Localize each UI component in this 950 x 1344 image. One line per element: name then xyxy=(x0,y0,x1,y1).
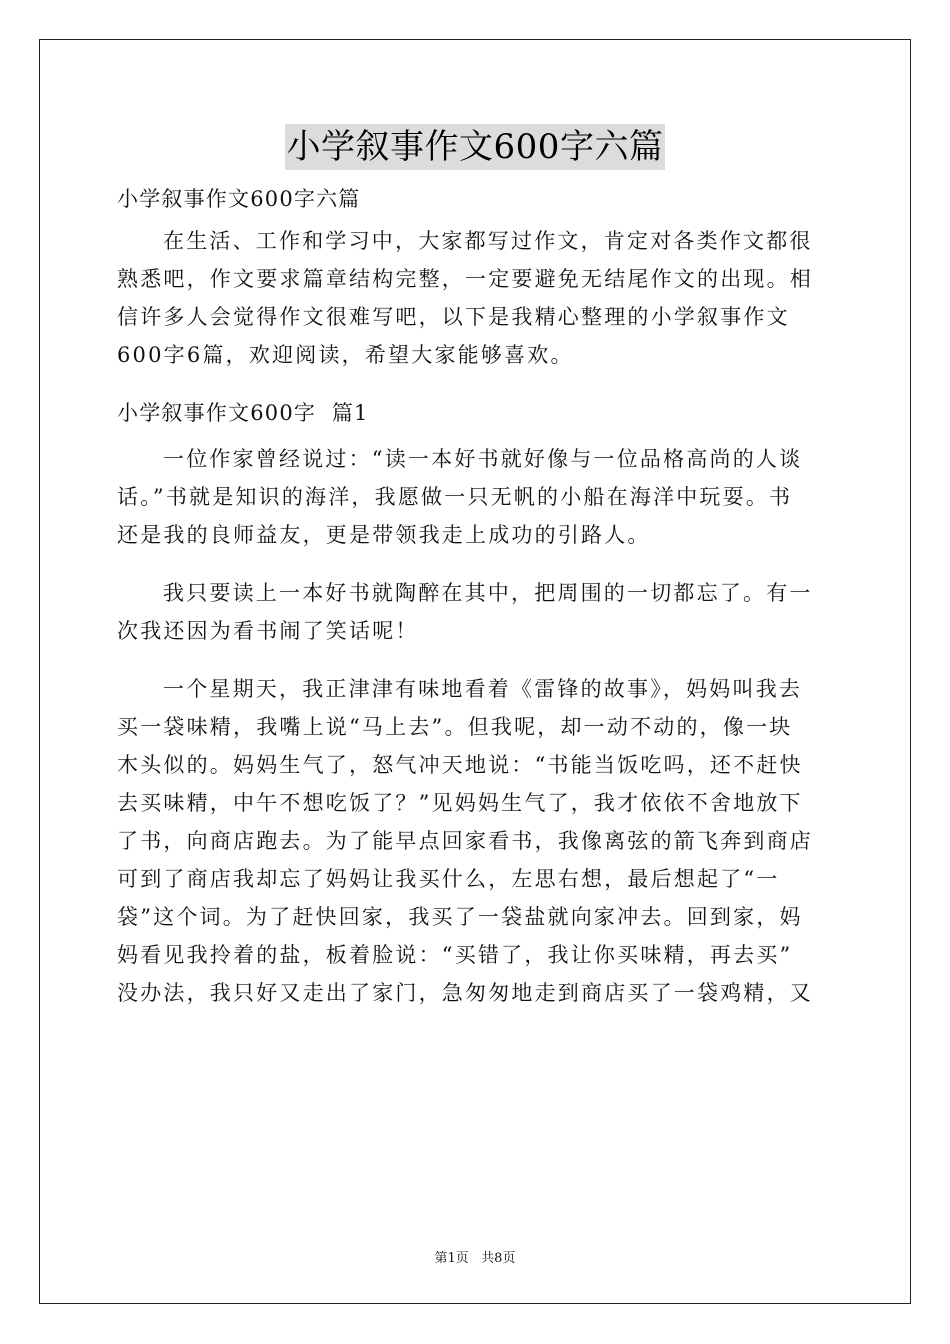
intro-line: 熟悉吧，作文要求篇章结构完整，一定要避免无结尾作文的出现。相 xyxy=(117,267,813,291)
paragraph-line: 买一袋味精，我嘴上说“马上去”。但我呢，却一动不动的，像一块 xyxy=(117,715,793,739)
paragraph-line: 一位作家曾经说过：“读一本好书就好像与一位品格高尚的人谈 xyxy=(163,447,803,471)
page-number-footer: 第1页 共8页 xyxy=(434,1251,516,1266)
intro-paragraph xyxy=(117,222,833,374)
paragraph-line: 袋”这个词。为了赶快回家，我买了一袋盐就向家冲去。回到家，妈 xyxy=(117,905,803,929)
body-paragraph-1 xyxy=(117,440,833,554)
paragraph-line: 话。”书就是知识的海洋，我愿做一只无帆的小船在海洋中玩耍。书 xyxy=(117,485,793,509)
paragraph-line: 可到了商店我却忘了妈妈让我买什么，左思右想，最后想起了“一 xyxy=(117,867,780,891)
paragraph-line: 去买味精，中午不想吃饭了？”见妈妈生气了，我才依依不舍地放下 xyxy=(117,791,803,815)
paragraph-line: 了书，向商店跑去。为了能早点回家看书，我像离弦的箭飞奔到商店 xyxy=(117,829,813,853)
paragraph-line: 一个星期天，我正津津有味地看着《雷锋的故事》，妈妈叫我去 xyxy=(163,677,803,701)
paragraph-line: 妈看见我拎着的盐，板着脸说：“买错了，我让你买味精，再去买” xyxy=(117,943,793,967)
paragraph-line: 没办法，我只好又走出了家门，急匆匆地走到商店买了一袋鸡精，又 xyxy=(117,981,813,1005)
paragraph-line: 次我还因为看书闹了笑话呢！ xyxy=(117,619,419,643)
paragraph-line: 还是我的良师益友，更是带领我走上成功的引路人。 xyxy=(117,523,651,547)
intro-line: 600字6篇，欢迎阅读，希望大家能够喜欢。 xyxy=(117,343,574,367)
title-container xyxy=(0,124,950,170)
document-body xyxy=(117,180,833,1032)
section-heading: 小学叙事作文600字 篇1 xyxy=(117,401,369,425)
document-subtitle: 小学叙事作文600字六篇 xyxy=(117,187,361,211)
document-title: 小学叙事作文600字六篇 xyxy=(285,124,666,170)
intro-line: 信许多人会觉得作文很难写吧，以下是我精心整理的小学叙事作文 xyxy=(117,305,790,329)
intro-line: 在生活、工作和学习中，大家都写过作文，肯定对各类作文都很 xyxy=(163,229,813,253)
body-paragraph-2 xyxy=(117,574,833,650)
paragraph-line: 木头似的。妈妈生气了，怒气冲天地说：“书能当饭吃吗，还不赶快 xyxy=(117,753,803,777)
paragraph-line: 我只要读上一本好书就陶醉在其中，把周围的一切都忘了。有一 xyxy=(163,581,813,605)
body-paragraph-3 xyxy=(117,670,833,1012)
